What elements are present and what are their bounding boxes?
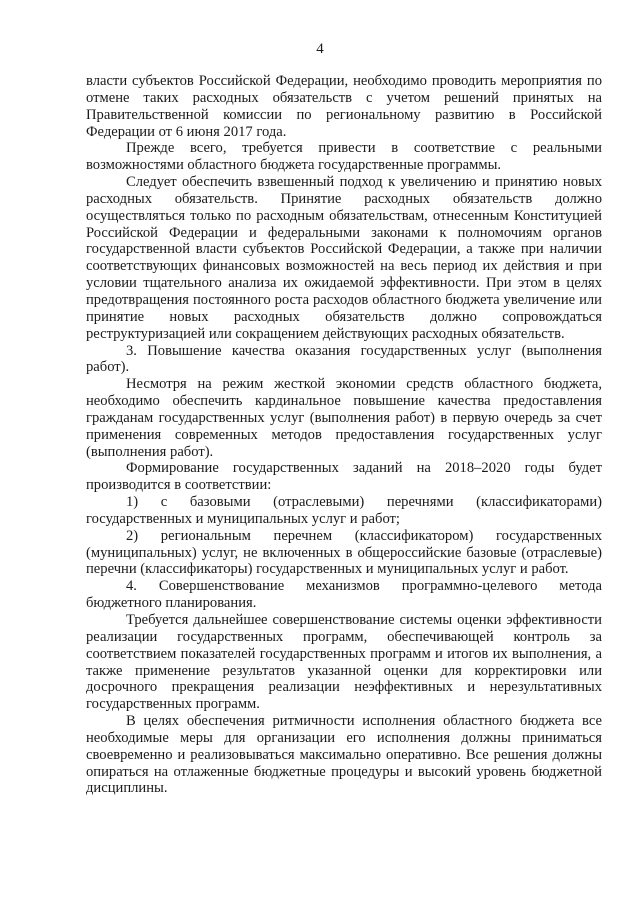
document-body bbox=[86, 73, 602, 797]
paragraph-state-assignments: Формирование государственных заданий на 2018–2020 годы будет производится в соответствии: bbox=[86, 460, 602, 494]
paragraph-programs: Прежде всего, требуется привести в соответствие с реальными возможностями областного бюджета государственные программы. bbox=[86, 140, 602, 174]
paragraph-efficiency: Требуется дальнейшее совершенствование системы оценки эффективности реализации государственных программ, обеспечивающей контроль за соответствием показателей государственных программ и итогов их выполнения, а также применение результатов указанной оценки для корректировки или досрочного прекращения реализации неэффективных и нерезультативных государственных программ. bbox=[86, 612, 602, 713]
section-heading-4: 4. Совершенствование механизмов программно-целевого метода бюджетного планирования. bbox=[86, 578, 602, 612]
paragraph-continuation: власти субъектов Российской Федерации, необходимо проводить мероприятия по отмене таких расходных обязательств с учетом решений принятых на Правительственной комиссии по региональному развитию в Российской Федерации от 6 июня 2017 года. bbox=[86, 73, 602, 140]
section-heading-3: 3. Повышение качества оказания государственных услуг (выполнения работ). bbox=[86, 342, 602, 376]
paragraph-services-quality: Несмотря на режим жесткой экономии средств областного бюджета, необходимо обеспечить кардинальное повышение качества предоставления гражданам государственных услуг (выполнения работ) в первую очередь за счет применения современных методов предоставления государственных услуг (выполнения работ). bbox=[86, 376, 602, 460]
list-item-2: 2) региональным перечнем (классификатором) государственных (муниципальных) услуг, не включенных в общероссийские базовые (отраслевые) перечни (классификаторы) государственных и муниципальных услуг и работ. bbox=[86, 527, 602, 578]
list-item-1: 1) с базовыми (отраслевыми) перечнями (классификаторами) государственных и муниципальных услуг и работ; bbox=[86, 494, 602, 527]
paragraph-budget-execution: В целях обеспечения ритмичности исполнения областного бюджета все необходимые меры для организации его исполнения должны приниматься своевременно и реализовываться максимально оперативно. Все решения должны опираться на отлаженные бюджетные процедуры и высокий уровень бюджетной дисциплины. bbox=[86, 713, 602, 797]
paragraph-obligations: Следует обеспечить взвешенный подход к увеличению и принятию новых расходных обязательств. Принятие расходных обязательств должно осуществляться только по расходным обязательствам, отнесенным Конституцией Российской Федерации и федеральными законами к полномочиям органов государственной власти субъектов Российской Федерации, а также при наличии соответствующих финансовых возможностей на весь период их действия и при условии тщательного анализа их ожидаемой эффективности. При этом в целях предотвращения постоянного роста расходов областного бюджета увеличение или принятие новых расходных обязательств должно сопровождаться реструктуризацией или сокращением действующих расходных обязательств. bbox=[86, 174, 602, 342]
page-number: 4 bbox=[316, 41, 324, 57]
